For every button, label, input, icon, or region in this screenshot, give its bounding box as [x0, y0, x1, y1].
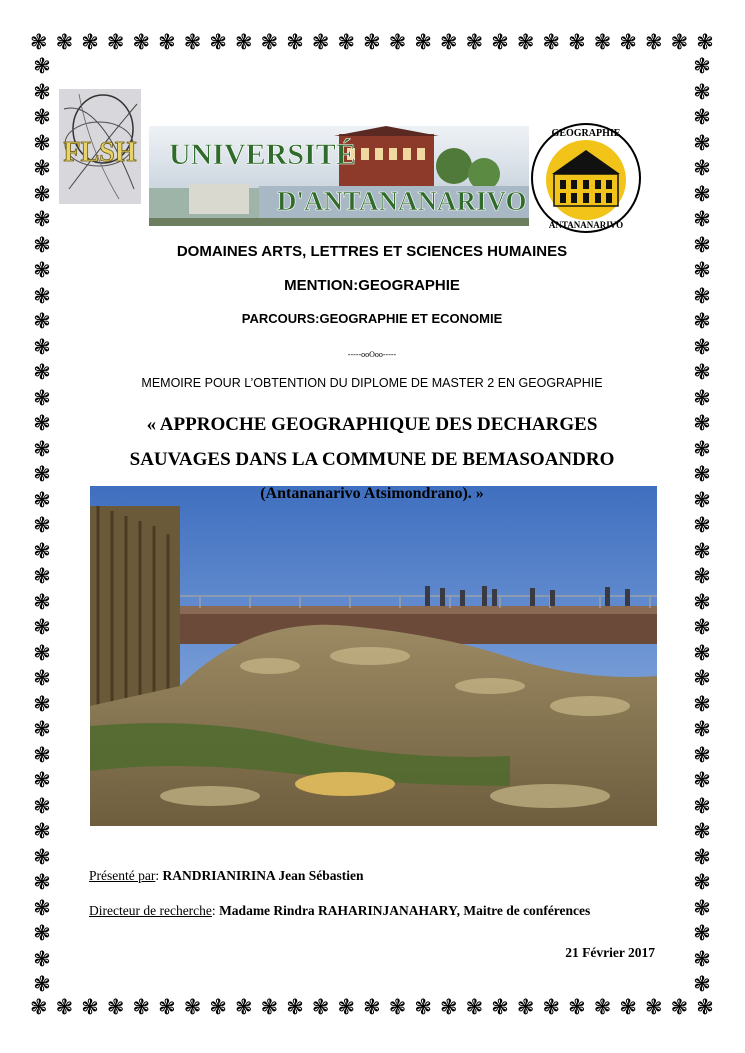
asterisk-flower-icon: ❃	[693, 564, 711, 588]
asterisk-flower-icon: ❃	[55, 30, 74, 54]
asterisk-flower-icon: ❃	[33, 972, 51, 996]
asterisk-flower-icon: ❃	[388, 30, 407, 54]
asterisk-flower-icon: ❃	[286, 995, 304, 1019]
university-banner	[149, 126, 529, 226]
asterisk-flower-icon: ❃	[183, 30, 202, 54]
asterisk-flower-icon: ❃	[693, 181, 711, 206]
presenter-name: RANDRIANIRINA Jean Sébastien	[162, 868, 364, 883]
asterisk-flower-icon: ❃	[693, 232, 711, 257]
thesis-title-line1: « APPROCHE GEOGRAPHIQUE DES DECHARGES	[146, 414, 598, 435]
asterisk-flower-icon: ❃	[337, 995, 356, 1019]
asterisk-flower-icon: ❃	[491, 995, 509, 1019]
asterisk-flower-icon: ❃	[693, 666, 711, 690]
asterisk-flower-icon: ❃	[593, 30, 612, 54]
asterisk-flower-icon: ❃	[693, 462, 711, 486]
asterisk-flower-icon: ❃	[337, 30, 356, 54]
director-name: Madame Rindra RAHARINJANAHARY, Maitre de conférences	[219, 903, 591, 918]
asterisk-flower-icon: ❃	[693, 156, 711, 180]
asterisk-flower-icon: ❃	[693, 640, 711, 665]
asterisk-flower-icon: ❃	[158, 995, 176, 1019]
asterisk-flower-icon: ❃	[81, 30, 99, 54]
asterisk-flower-icon: ❃	[33, 79, 51, 104]
asterisk-flower-icon: ❃	[33, 309, 51, 333]
asterisk-flower-icon: ❃	[693, 972, 711, 996]
asterisk-flower-icon: ❃	[388, 995, 407, 1019]
asterisk-flower-icon: ❃	[33, 105, 51, 129]
border-left	[30, 55, 54, 995]
asterisk-flower-icon: ❃	[209, 30, 227, 54]
asterisk-flower-icon: ❃	[693, 258, 711, 282]
border-bottom	[30, 996, 714, 1018]
asterisk-flower-icon: ❃	[693, 742, 711, 767]
asterisk-flower-icon: ❃	[693, 589, 711, 614]
asterisk-flower-icon: ❃	[693, 768, 711, 792]
asterisk-flower-icon: ❃	[33, 54, 51, 78]
asterisk-flower-icon: ❃	[693, 130, 711, 155]
asterisk-flower-icon: ❃	[693, 207, 711, 231]
asterisk-flower-icon: ❃	[260, 995, 279, 1019]
asterisk-flower-icon: ❃	[132, 30, 151, 54]
flsh-logo	[59, 89, 141, 204]
mention-heading: MENTION:GEOGRAPHIE	[284, 277, 460, 294]
asterisk-flower-icon: ❃	[33, 717, 51, 741]
asterisk-flower-icon: ❃	[693, 105, 711, 129]
asterisk-flower-icon: ❃	[33, 768, 51, 792]
asterisk-flower-icon: ❃	[33, 742, 51, 767]
separator: -----ooOoo-----	[347, 350, 397, 359]
flsh-logo-text: FLSH	[63, 137, 137, 168]
asterisk-flower-icon: ❃	[693, 54, 711, 78]
asterisk-flower-icon: ❃	[33, 130, 51, 155]
parcours-heading: PARCOURS:GEOGRAPHIE ET ECONOMIE	[241, 311, 503, 326]
asterisk-flower-icon: ❃	[363, 30, 381, 54]
asterisk-flower-icon: ❃	[693, 870, 711, 894]
asterisk-flower-icon: ❃	[693, 513, 711, 537]
asterisk-flower-icon: ❃	[158, 30, 176, 54]
asterisk-flower-icon: ❃	[33, 258, 51, 282]
thesis-title-line3: (Antananarivo Atsimondrano). »	[260, 485, 484, 502]
border-right	[690, 55, 714, 995]
director-line: Directeur de recherche: Madame Rindra RAHARINJANAHARY, Maitre de conférences	[89, 903, 591, 918]
domain-heading: DOMAINES ARTS, LETTRES ET SCIENCES HUMAINES	[176, 243, 568, 260]
asterisk-flower-icon: ❃	[132, 995, 151, 1019]
asterisk-flower-icon: ❃	[33, 615, 51, 639]
asterisk-flower-icon: ❃	[260, 30, 279, 54]
asterisk-flower-icon: ❃	[106, 30, 125, 54]
director-label: Directeur de recherche	[89, 903, 212, 918]
asterisk-flower-icon: ❃	[235, 995, 253, 1019]
asterisk-flower-icon: ❃	[33, 844, 51, 869]
asterisk-flower-icon: ❃	[33, 538, 51, 563]
asterisk-flower-icon: ❃	[619, 30, 637, 54]
asterisk-flower-icon: ❃	[33, 411, 51, 435]
asterisk-flower-icon: ❃	[696, 30, 714, 54]
geography-department-logo	[530, 122, 643, 234]
asterisk-flower-icon: ❃	[693, 411, 711, 435]
border-top	[30, 31, 714, 53]
asterisk-flower-icon: ❃	[33, 666, 51, 690]
asterisk-flower-icon: ❃	[183, 995, 202, 1019]
asterisk-flower-icon: ❃	[55, 995, 74, 1019]
asterisk-flower-icon: ❃	[286, 30, 304, 54]
asterisk-flower-icon: ❃	[670, 995, 689, 1019]
asterisk-flower-icon: ❃	[693, 819, 711, 843]
asterisk-flower-icon: ❃	[693, 487, 711, 512]
asterisk-flower-icon: ❃	[33, 870, 51, 894]
asterisk-flower-icon: ❃	[693, 844, 711, 869]
asterisk-flower-icon: ❃	[619, 995, 637, 1019]
asterisk-flower-icon: ❃	[645, 995, 663, 1019]
asterisk-flower-icon: ❃	[693, 283, 711, 308]
asterisk-flower-icon: ❃	[33, 589, 51, 614]
university-name-line1: UNIVERSITÉ	[169, 138, 356, 171]
asterisk-flower-icon: ❃	[33, 921, 51, 945]
university-name-line2: D'ANTANANARIVO	[277, 186, 527, 216]
asterisk-flower-icon: ❃	[33, 691, 51, 716]
asterisk-flower-icon: ❃	[491, 30, 509, 54]
asterisk-flower-icon: ❃	[593, 995, 612, 1019]
asterisk-flower-icon: ❃	[414, 30, 432, 54]
asterisk-flower-icon: ❃	[30, 30, 48, 54]
asterisk-flower-icon: ❃	[693, 79, 711, 104]
thesis-title-line2: SAUVAGES DANS LA COMMUNE DE BEMASOANDRO	[129, 449, 615, 470]
asterisk-flower-icon: ❃	[693, 538, 711, 563]
asterisk-flower-icon: ❃	[670, 30, 689, 54]
asterisk-flower-icon: ❃	[33, 462, 51, 486]
asterisk-flower-icon: ❃	[542, 30, 561, 54]
memoire-statement: MEMOIRE POUR L’OBTENTION DU DIPLOME DE MASTER 2 EN GEOGRAPHIE	[141, 376, 603, 390]
asterisk-flower-icon: ❃	[516, 30, 535, 54]
asterisk-flower-icon: ❃	[33, 513, 51, 537]
asterisk-flower-icon: ❃	[693, 309, 711, 333]
asterisk-flower-icon: ❃	[568, 30, 586, 54]
asterisk-flower-icon: ❃	[696, 995, 714, 1019]
asterisk-flower-icon: ❃	[693, 334, 711, 359]
asterisk-flower-icon: ❃	[414, 995, 432, 1019]
asterisk-flower-icon: ❃	[693, 793, 711, 818]
defense-date: 21 Février 2017	[565, 945, 655, 960]
asterisk-flower-icon: ❃	[33, 819, 51, 843]
asterisk-flower-icon: ❃	[693, 360, 711, 384]
asterisk-flower-icon: ❃	[311, 995, 330, 1019]
asterisk-flower-icon: ❃	[33, 640, 51, 665]
asterisk-flower-icon: ❃	[440, 30, 458, 54]
asterisk-flower-icon: ❃	[33, 156, 51, 180]
asterisk-flower-icon: ❃	[693, 385, 711, 410]
asterisk-flower-icon: ❃	[311, 30, 330, 54]
asterisk-flower-icon: ❃	[693, 691, 711, 716]
asterisk-flower-icon: ❃	[693, 436, 711, 461]
asterisk-flower-icon: ❃	[33, 895, 51, 920]
asterisk-flower-icon: ❃	[209, 995, 227, 1019]
asterisk-flower-icon: ❃	[440, 995, 458, 1019]
asterisk-flower-icon: ❃	[33, 487, 51, 512]
asterisk-flower-icon: ❃	[33, 207, 51, 231]
asterisk-flower-icon: ❃	[33, 385, 51, 410]
asterisk-flower-icon: ❃	[465, 30, 484, 54]
geography-logo-bottom-text: ANTANANARIVO	[548, 220, 624, 230]
asterisk-flower-icon: ❃	[33, 181, 51, 206]
asterisk-flower-icon: ❃	[465, 995, 484, 1019]
asterisk-flower-icon: ❃	[645, 30, 663, 54]
asterisk-flower-icon: ❃	[33, 360, 51, 384]
landfill-photo	[90, 486, 657, 826]
asterisk-flower-icon: ❃	[33, 564, 51, 588]
asterisk-flower-icon: ❃	[516, 995, 535, 1019]
geography-logo-top-text: GEOGRAPHIE	[551, 128, 621, 139]
asterisk-flower-icon: ❃	[33, 793, 51, 818]
asterisk-flower-icon: ❃	[235, 30, 253, 54]
asterisk-flower-icon: ❃	[81, 995, 99, 1019]
asterisk-flower-icon: ❃	[568, 995, 586, 1019]
asterisk-flower-icon: ❃	[33, 283, 51, 308]
asterisk-flower-icon: ❃	[693, 615, 711, 639]
presenter-line: Présenté par: RANDRIANIRINA Jean Sébastien	[89, 868, 364, 883]
asterisk-flower-icon: ❃	[30, 995, 48, 1019]
asterisk-flower-icon: ❃	[542, 995, 561, 1019]
asterisk-flower-icon: ❃	[693, 717, 711, 741]
asterisk-flower-icon: ❃	[33, 334, 51, 359]
asterisk-flower-icon: ❃	[33, 946, 51, 971]
asterisk-flower-icon: ❃	[693, 895, 711, 920]
asterisk-flower-icon: ❃	[33, 232, 51, 257]
asterisk-flower-icon: ❃	[363, 995, 381, 1019]
presenter-label: Présenté par	[89, 868, 156, 883]
asterisk-flower-icon: ❃	[106, 995, 125, 1019]
asterisk-flower-icon: ❃	[693, 946, 711, 971]
asterisk-flower-icon: ❃	[693, 921, 711, 945]
asterisk-flower-icon: ❃	[33, 436, 51, 461]
